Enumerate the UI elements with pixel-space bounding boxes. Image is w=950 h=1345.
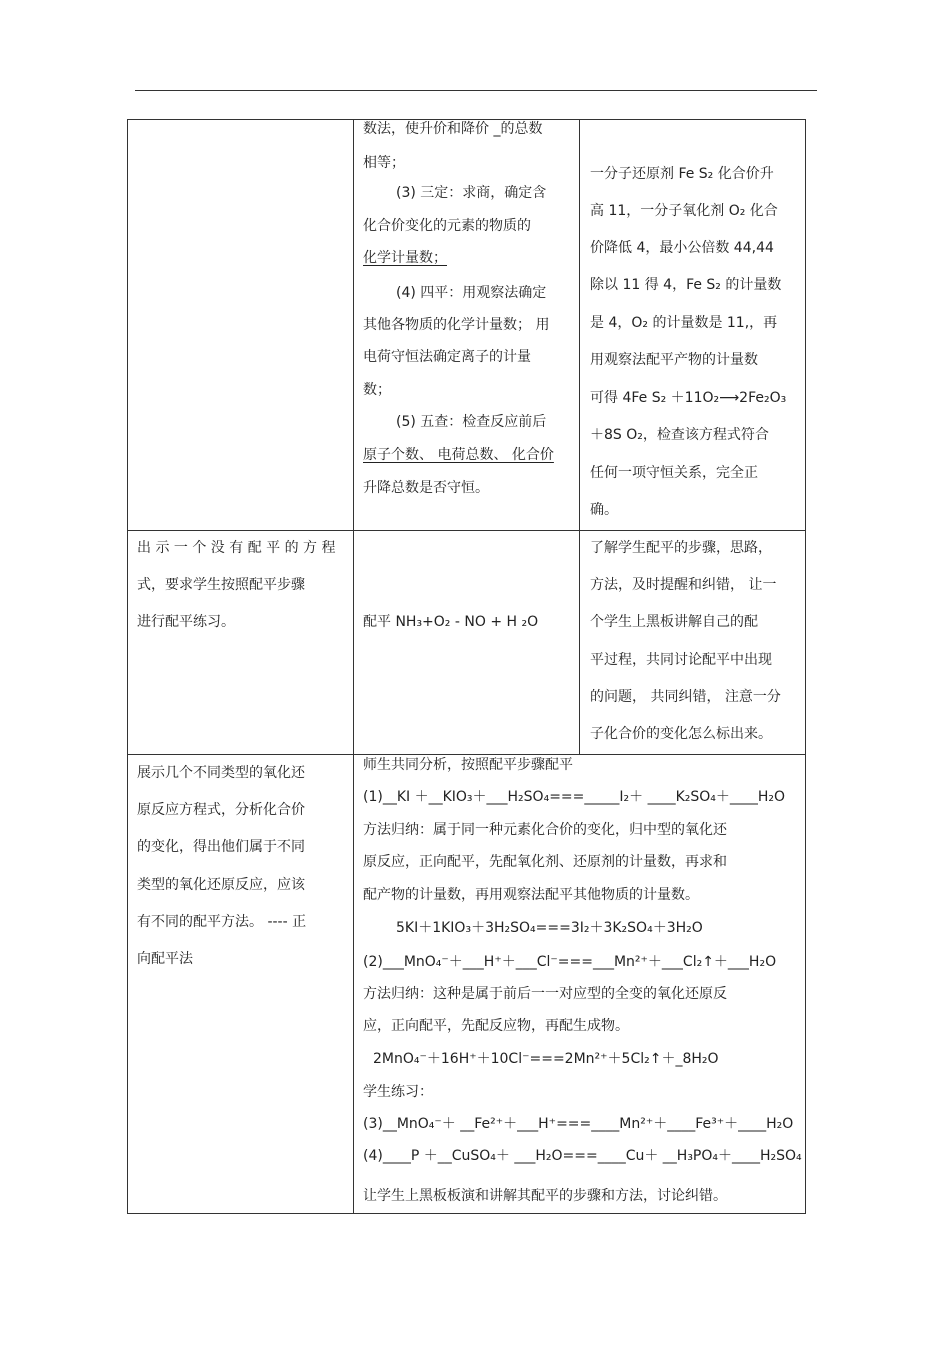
equation: (4)____P ＋__CuSO₄＋ ___H₂O===____Cu＋ __H₃PO₄＋____H₂SO₄ xyxy=(363,1148,802,1164)
step-text: 其他各物质的化学计量数； 用 xyxy=(363,317,550,333)
step-text: 数； xyxy=(363,382,391,398)
method-summary: 配产物的计量数，再用观察法配平其他物质的计量数。 xyxy=(363,887,699,903)
step-text: 电荷守恒法确定离子的计量 xyxy=(363,349,531,365)
example-text: 用观察法配平产物的计量数 xyxy=(590,352,758,368)
teacher-activity: 展示几个不同类型的氧化还 xyxy=(137,765,305,781)
example-text: 价降低 4，最小公倍数 44,44 xyxy=(590,240,774,256)
step-text: 数法，使升价和降价 _的总数 xyxy=(363,121,543,137)
answer-equation: 5KI＋1KIO₃＋3H₂SO₄===3I₂＋3K₂SO₄＋3H₂O xyxy=(396,920,703,936)
design-purpose: 子化合价的变化怎么标出来。 xyxy=(590,726,772,742)
example-text: 高 11，一分子氧化剂 O₂ 化合 xyxy=(590,203,778,219)
step-text: (3) 三定：求商，确定含 xyxy=(396,185,547,201)
equation: (3)__MnO₄⁻＋ __Fe²⁺＋___H⁺===____Mn²⁺＋____Fe³⁺＋____H₂O xyxy=(363,1116,794,1132)
lesson-table xyxy=(127,119,806,1214)
teacher-activity: 的变化，得出他们属于不同 xyxy=(137,839,305,855)
step-text: (4) 四平：用观察法确定 xyxy=(396,285,547,301)
example-text: 一分子还原剂 Fe S₂ 化合价升 xyxy=(590,166,774,182)
design-purpose: 了解学生配平的步骤，思路， xyxy=(590,540,772,556)
step-text: 原子个数、 电荷总数、 化合价 xyxy=(363,447,554,463)
teacher-activity: 式，要求学生按照配平步骤 xyxy=(137,577,305,593)
equation: (1)__KI ＋__KIO₃＋___H₂SO₄===_____I₂＋ ____K₂SO₄＋____H₂O xyxy=(363,789,786,805)
row-divider-1 xyxy=(128,530,805,531)
method-summary: 原反应，正向配平，先配氧化剂、还原剂的计量数，再求和 xyxy=(363,854,727,870)
closing-note: 让学生上黑板板演和讲解其配平的步骤和方法，讨论纠错。 xyxy=(363,1188,727,1204)
row-divider-2 xyxy=(128,754,805,755)
col-divider-1 xyxy=(353,120,354,1213)
teacher-activity: 进行配平练习。 xyxy=(137,614,235,630)
step-text: (5) 五查：检查反应前后 xyxy=(396,414,547,430)
step-text: 化学计量数； xyxy=(363,250,447,266)
equation: 配平 NH₃+O₂ - NO + H ₂O xyxy=(363,614,539,630)
analysis-intro: 师生共同分析，按照配平步骤配平 xyxy=(363,757,573,773)
design-purpose: 平过程，共同讨论配平中出现 xyxy=(590,652,772,668)
header-rule xyxy=(135,90,817,91)
answer-equation: 2MnO₄⁻＋16H⁺＋10Cl⁻===2Mn²⁺＋5Cl₂↑＋_8H₂O xyxy=(373,1051,719,1067)
teacher-activity: 原反应方程式，分析化合价 xyxy=(137,802,305,818)
teacher-activity: 有不同的配平方法。 ---- 正 xyxy=(137,914,307,930)
teacher-activity: 出 示 一 个 没 有 配 平 的 方 程 xyxy=(137,540,336,556)
method-summary: 方法归纳：这种是属于前后一一对应型的全变的氧化还原反 xyxy=(363,986,727,1002)
example-text: 任何一项守恒关系，完全正 xyxy=(590,465,758,481)
practice-label: 学生练习： xyxy=(363,1084,433,1100)
teacher-activity: 向配平法 xyxy=(137,951,193,967)
design-purpose: 方法，及时提醒和纠错， 让一 xyxy=(590,577,777,593)
example-text: ＋8S O₂，检查该方程式符合 xyxy=(590,427,769,443)
design-purpose: 个学生上黑板讲解自己的配 xyxy=(590,614,758,630)
col-divider-2 xyxy=(579,120,580,754)
example-text: 可得 4Fe S₂ ＋11O₂⟶2Fe₂O₃ xyxy=(590,390,787,406)
design-purpose: 的问题， 共同纠错， 注意一分 xyxy=(590,689,781,705)
teacher-activity: 类型的氧化还原反应，应该 xyxy=(137,877,305,893)
step-text: 相等； xyxy=(363,155,405,171)
example-text: 确。 xyxy=(590,502,618,518)
method-summary: 方法归纳：属于同一种元素化合价的变化，归中型的氧化还 xyxy=(363,822,727,838)
equation: (2)___MnO₄⁻＋___H⁺＋___Cl⁻===___Mn²⁺＋___Cl₂↑＋___H₂O xyxy=(363,954,777,970)
step-text: 升降总数是否守恒。 xyxy=(363,480,489,496)
method-summary: 应，正向配平，先配反应物，再配生成物。 xyxy=(363,1018,629,1034)
step-text: 化合价变化的元素的物质的 xyxy=(363,218,531,234)
example-text: 是 4，O₂ 的计量数是 11,，再 xyxy=(590,315,778,331)
example-text: 除以 11 得 4，Fe S₂ 的计量数 xyxy=(590,277,782,293)
